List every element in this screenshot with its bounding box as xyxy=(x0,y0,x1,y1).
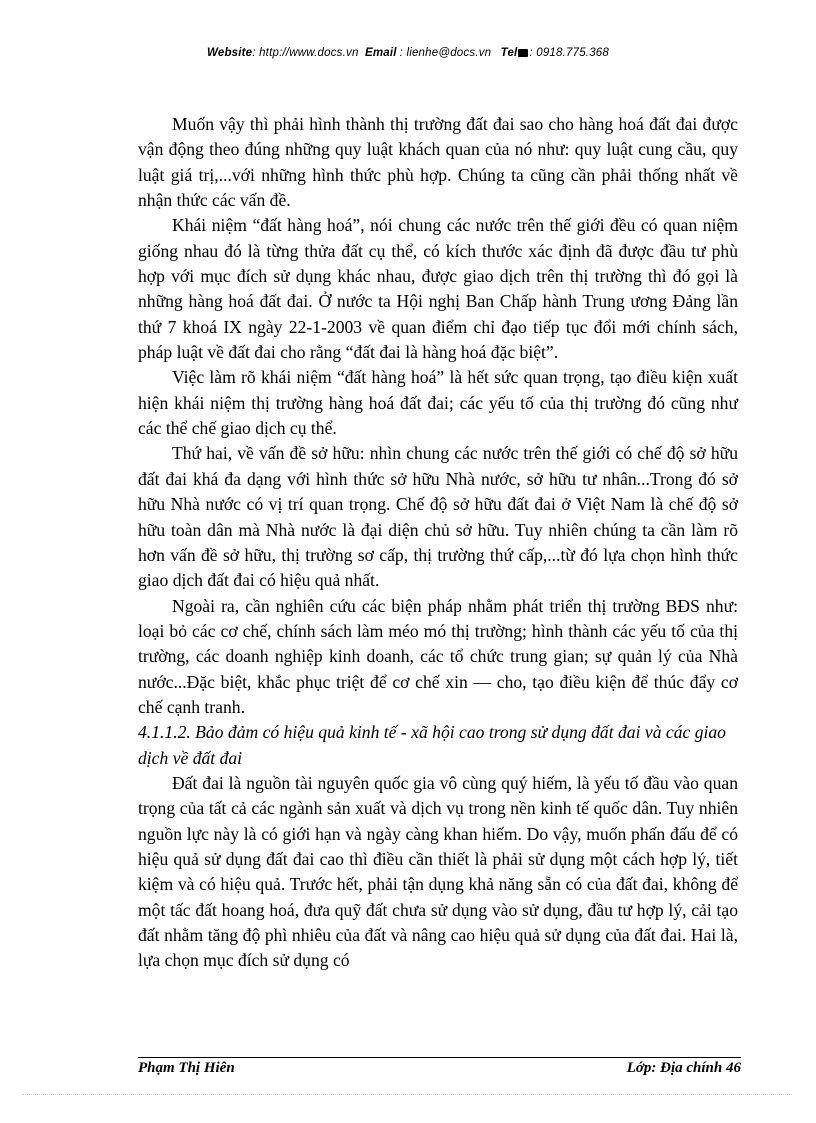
footer-author: Phạm Thị Hiên xyxy=(138,1060,235,1076)
paragraph: Đất đai là nguồn tài nguyên quốc gia vô cùng quý hiếm, là yếu tố đầu vào quan trọng của tất cả các ngành sản xuất và dịch vụ trong nền kinh tế quốc dân. Tuy nhiên nguồn lực này là có giới hạn và ngày càng khan hiếm. Do vậy, muốn phấn đấu để có hiệu quả sử dụng đất đai cao thì điều cần thiết là phải sử dụng một cách hợp lý, tiết kiệm và có hiệu quả. Trước hết, phải tận dụng khả năng sẵn có của đất đai, không để một tấc đất hoang hoá, đưa quỹ đất chưa sử dụng vào sử dụng, đầu tư hợp lý, cải tạo đất nhằm tăng độ phì nhiêu của đất và nâng cao hiệu quả sử dụng của đất đai. Hai là, lựa chọn mục đích sử dụng có xyxy=(138,772,738,971)
paragraph: Ngoài ra, cần nghiên cứu các biện pháp nhằm phát triển thị trường BĐS như: loại bỏ các cơ chế, chính sách làm méo mó thị trường; hình thành các yếu tố của thị trường, các doanh nghiệp kinh doanh, các tổ chức trung gian; sự quản lý của Nhà nước...Đặc biệt, khắc phục triệt để cơ chế xin — cho, tạo điều kiện để thúc đẩy cơ chế cạnh tranh. xyxy=(138,595,738,717)
footer-class: Lớp: Địa chính 46 xyxy=(626,1060,741,1076)
email-link[interactable]: : lienhe@docs.vn xyxy=(399,47,492,59)
tel-label: Tel xyxy=(500,47,518,59)
phone-icon xyxy=(518,49,528,57)
paragraph: Khái niệm “đất hàng hoá”, nói chung các nước trên thế giới đều có quan niệm giống nhau đó là từng thửa đất cụ thể, có kích thước xác định đã được đầu tư phù hợp với mục đích sử dụng khác nhau, được giao dịch trên thị trường thì đó gọi là những hàng hoá đất đai. Ở nước ta Hội nghị Ban Chấp hành Trung ương Đảng lần thứ 7 khoá IX ngày 22-1-2003 về quan điểm chỉ đạo tiếp tục đổi mới chính sách, pháp luật về đất đai cho rằng “đất đai là hàng hoá đặc biệt”. xyxy=(138,215,738,363)
page-bottom-border xyxy=(22,1094,792,1095)
website-label: Website xyxy=(207,47,253,59)
page-header xyxy=(0,47,816,59)
document-body xyxy=(138,112,738,974)
tel-value: : 0918.775.368 xyxy=(529,47,609,59)
website-link[interactable]: : http://www.docs.vn xyxy=(252,47,359,59)
footer-divider xyxy=(138,1057,741,1058)
section-heading: 4.1.1.2. Bảo đảm có hiệu quả kinh tế - xã hội cao trong sử dụng đất đai và các giao dịch về đất đai xyxy=(138,722,726,768)
paragraph: Thứ hai, về vấn đề sở hữu: nhìn chung các nước trên thế giới có chế độ sở hữu đất đai khá đa dạng với hình thức sở hữu Nhà nước, sở hữu tư nhân...Trong đó sở hữu Nhà nước có vị trí quan trọng. Chế độ sở hữu đất đai ở Việt Nam là chế độ sở hữu toàn dân mà Nhà nước là đại diện chủ sở hữu. Tuy nhiên chúng ta cần làm rõ hơn vấn đề sở hữu, thị trường sơ cấp, thị trường thứ cấp,...từ đó lựa chọn hình thức giao dịch đất đai có hiệu quả nhất. xyxy=(138,443,738,591)
paragraph: Muốn vậy thì phải hình thành thị trường đất đai sao cho hàng hoá đất đai được vận động theo đúng những quy luật khách quan của nó như: quy luật cung cầu, quy luật giá trị,...với những hình thức phù hợp. Chúng ta cũng cần phải thống nhất về nhận thức các vấn đề. xyxy=(138,114,738,211)
email-label: Email xyxy=(364,47,397,59)
paragraph: Việc làm rõ khái niệm “đất hàng hoá” là hết sức quan trọng, tạo điều kiện xuất hiện khái niệm thị trường hàng hoá đất đai; các yếu tố của thị trường đó cũng như các thể chế giao dịch cụ thể. xyxy=(138,367,738,439)
